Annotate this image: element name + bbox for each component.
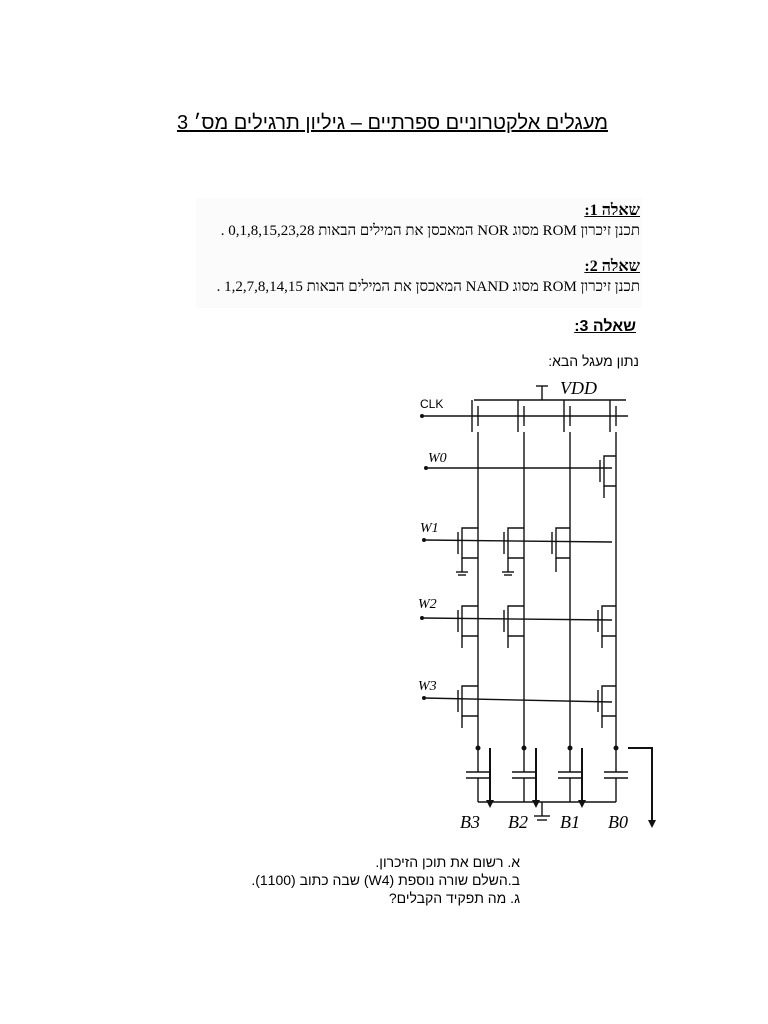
question-3-heading: שאלה 3: [574, 318, 636, 335]
question-1-heading: שאלה 1: [584, 202, 640, 219]
word-line-3-label: W3 [418, 679, 437, 694]
page-title: מעגלים אלקטרוניים ספרתיים – גיליון תרגילים מס׳ 3 [176, 112, 608, 134]
word-line-0-label: W0 [428, 451, 447, 466]
question-3-item-b: ב.השלם שורה נוספת (W4) שבה כתוב (1100). [251, 872, 520, 888]
question-2-text: תכנן זיכרון ROM מסוג NAND המאכסן את המילים הבאות 1,2,7,8,14,15 . [216, 279, 640, 295]
bit-line-0-label: B0 [608, 812, 628, 832]
question-1-text: תכנן זיכרון ROM מסוג NOR המאכסן את המילים הבאות 0,1,8,15,23,28 . [220, 223, 640, 239]
word-line-2-label: W2 [418, 597, 437, 612]
question-3-item-a: א. רשום את תוכן הזיכרון. [375, 854, 520, 870]
word-line-1-label: W1 [420, 521, 439, 536]
bit-line-3-label: B3 [460, 812, 480, 832]
clk-label: CLK [420, 397, 444, 411]
bit-line-2-label: B2 [508, 812, 528, 832]
vdd-label: VDD [560, 378, 597, 398]
question-3-item-c: ג. מה תפקיד הקבלים? [388, 890, 520, 906]
bit-line-1-label: B1 [560, 812, 580, 832]
question-3-intro: נתון מעגל הבא: [548, 353, 639, 369]
question-2-heading: שאלה 2: [584, 258, 640, 275]
rom-circuit-diagram [412, 376, 664, 842]
